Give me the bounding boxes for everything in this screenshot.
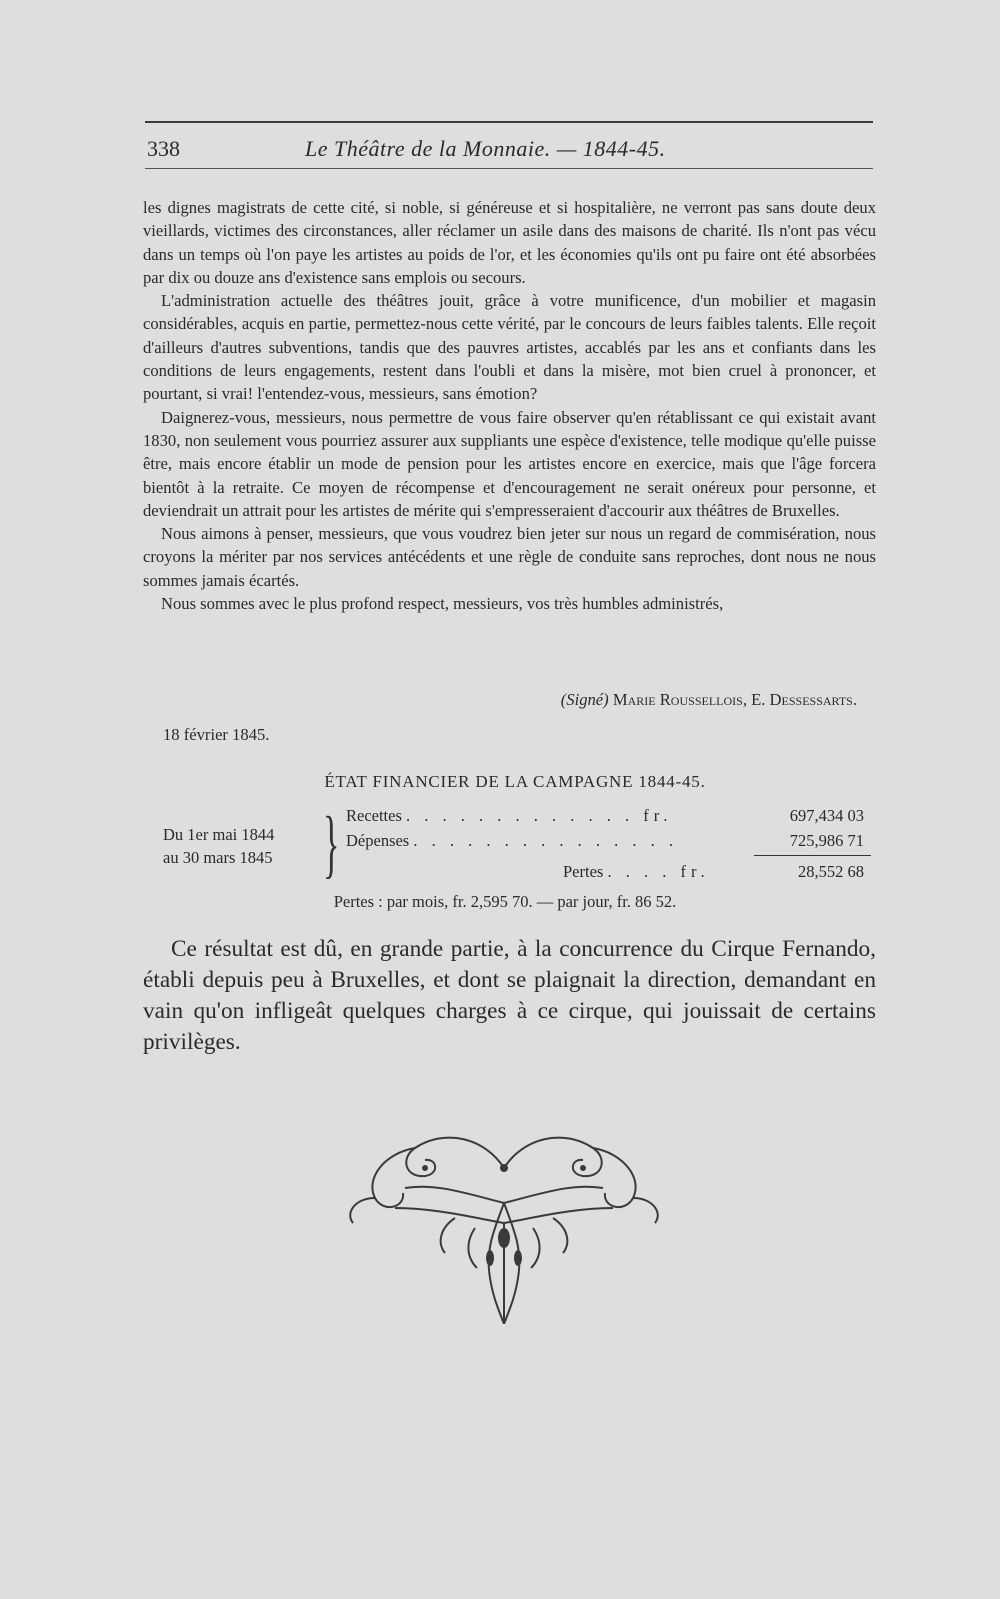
loss-label: Pertes [563,862,604,881]
receipts-dots: . . . . . . . . . . . . . fr. [406,806,673,825]
loss-summary: Pertes : par mois, fr. 2,595 70. — par jour, fr. 86 52. [333,892,677,911]
financial-title: ÉTAT FINANCIER DE LA CAMPAGNE 1844-45. [324,772,706,791]
receipts-label: Recettes [346,806,402,825]
brace-icon: } [323,802,340,886]
signature-names: Marie Roussellois, E. Dessessarts. [612,690,857,709]
letter-body [143,196,876,615]
receipts-value: 697,434 03 [789,806,864,825]
paragraph: Daignerez-vous, messieurs, nous permettre de vous faire observer qu'en rétablissant ce qui existait avant 1830, non seulement vous pourriez assurer aux suppliants une espèce d'existence, telle modique qu'elle puisse être, mais encore établir un mode de pension pour les artistes encore en exercice, mais que l'âge forcera bientôt à la retraite. Ce moyen de récompense et d'encouragement ne serait onéreux pour personne, et deviendrait un attrait pour les artistes de mérite qui s'empresseraient d'accourir aux théâtres de Bruxelles. [143,407,876,520]
header-top-rule [145,121,873,123]
signature-label: (Signé) [560,690,609,709]
loss-value: 28,552 68 [798,862,864,881]
signature-line [143,690,857,710]
header-bottom-rule [145,168,873,169]
loss-row [563,862,710,882]
financial-period [163,823,274,869]
expenses-dots: . . . . . . . . . . . . . . . [413,831,678,850]
paragraph: Nous aimons à penser, messieurs, que vous voudrez bien jeter sur nous un regard de commisération, nous croyons la mériter par nos services antécédents et une règle de conduite sans reproches, dont nous ne nous sommes jamais écartés. [143,524,876,590]
expenses-row [346,831,678,851]
expenses-value: 725,986 71 [789,831,864,850]
paragraph: L'administration actuelle des théâtres jouit, grâce à votre munificence, d'un mobilier et magasin considérables, acquis en partie, permettez-nous cette vérité, par le concours de leurs faibles talents. Elle reçoit d'ailleurs d'autres subventions, tandis que des pauvres artistes, accablés par les ans et confiants dans les conditions de leurs engagements, restent dans l'oubli et dans la misère, mot bien cruel à prononcer, et pourtant, si vrai! l'entendez-vous, messieurs, sans émotion? [143,291,876,404]
page-number: 338 [147,136,180,161]
period-start: Du 1er mai 1844 [163,825,275,844]
receipts-row [346,806,672,826]
sum-rule [754,855,871,856]
paragraph: Nous sommes avec le plus profond respect, messieurs, vos très humbles administrés, [161,594,724,614]
paragraph: les dignes magistrats de cette cité, si noble, si généreuse et si hospitalière, ne verront pas sans doute deux vieillards, victimes des circonstances, aller réclamer un asile dans des maisons de charité. Ils n'ont pas vécu dans un temps où l'on paye les artistes au poids de l'or, et les économies qu'ils ont pu faire ont été absorbées par dix ou douze ans d'existence sans emplois ou secours. [143,198,876,287]
running-title: Le Théâtre de la Monnaie. — 1844-45. [305,136,666,161]
conclusion-paragraph: Ce résultat est dû, en grande partie, à la concurrence du Cirque Fernando, établi depuis peu à Bruxelles, et dont se plaignait la direction, demandant en vain qu'on infligeât quelques charges à ce cirque, qui jouissait de certains privilèges. [143,936,876,1055]
period-end: au 30 mars 1845 [163,848,273,867]
conclusion [143,934,876,1058]
loss-dots: . . . . fr. [607,862,710,881]
letter-date: 18 février 1845. [163,725,270,744]
floral-ornament-icon [345,1128,663,1324]
expenses-label: Dépenses [346,831,410,850]
